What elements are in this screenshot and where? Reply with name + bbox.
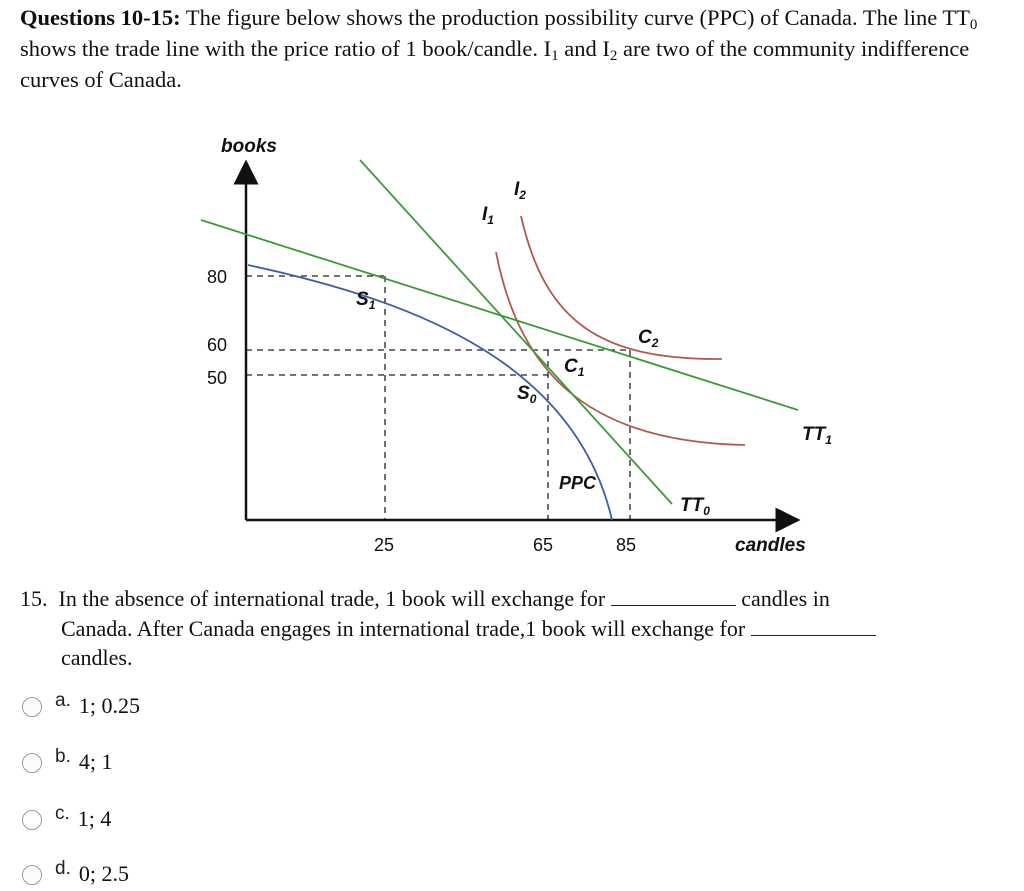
question-line bbox=[20, 643, 1010, 673]
ppc-curve bbox=[248, 265, 612, 520]
ppc-figure bbox=[0, 100, 1024, 570]
option-c[interactable] bbox=[22, 803, 111, 835]
trade-line-tt0 bbox=[360, 160, 672, 504]
label-s1: $S_1$ bbox=[356, 289, 376, 312]
radio-button-d[interactable] bbox=[22, 865, 42, 885]
indifference-curve-i2 bbox=[521, 216, 722, 359]
y-tick-60: 60 bbox=[207, 335, 228, 355]
label-tt0: $TT_0$ bbox=[680, 495, 710, 518]
intro-sub: 1 bbox=[551, 48, 559, 64]
question-line bbox=[20, 584, 1010, 614]
label-i2: $I_2$ bbox=[514, 179, 526, 202]
question-text: In the absence of international trade, 1 book will exchange for bbox=[58, 586, 606, 611]
option-letter: b. bbox=[55, 746, 71, 767]
x-tick-65: 65 bbox=[533, 535, 554, 555]
intro-heading: Questions 10-15: bbox=[20, 5, 181, 30]
x-tick-85: 85 bbox=[616, 535, 637, 555]
intro-text: and I bbox=[564, 36, 610, 61]
indifference-curve-i1 bbox=[496, 252, 745, 445]
intro-sub: 2 bbox=[609, 48, 618, 64]
y-tick-80: 80 bbox=[207, 267, 228, 287]
option-text: 1; 4 bbox=[77, 806, 112, 831]
label-c1: $C_1$ bbox=[564, 356, 585, 379]
option-text: 1; 0.25 bbox=[78, 693, 140, 718]
radio-button-c[interactable] bbox=[22, 810, 42, 830]
y-tick-50: 50 bbox=[207, 368, 228, 388]
label-s0: $S_0$ bbox=[517, 383, 537, 406]
x-tick-25: 25 bbox=[374, 535, 395, 555]
x-axis-label: candles bbox=[735, 535, 806, 556]
trade-line-tt1 bbox=[201, 220, 798, 410]
y-axis-label: books bbox=[221, 136, 277, 157]
question-number: 15. bbox=[20, 586, 48, 611]
option-text: 0; 2.5 bbox=[78, 861, 129, 886]
option-d[interactable] bbox=[22, 858, 129, 890]
radio-button-a[interactable] bbox=[22, 697, 42, 717]
label-tt1: $TT_1$ bbox=[802, 424, 832, 447]
option-letter: a. bbox=[55, 690, 71, 711]
option-letter: c. bbox=[55, 803, 70, 824]
option-letter: d. bbox=[55, 858, 71, 879]
question-15 bbox=[20, 584, 1010, 673]
label-c2: $C_2$ bbox=[638, 327, 659, 350]
intro-text: shows the trade line with the price ratio of 1 book/candle. I bbox=[20, 36, 552, 61]
answer-blank-2 bbox=[751, 617, 876, 636]
label-ppc: PPC bbox=[559, 473, 597, 493]
radio-button-b[interactable] bbox=[22, 753, 42, 773]
question-line bbox=[20, 614, 1010, 644]
question-intro bbox=[20, 2, 1015, 95]
label-i1: $I_1$ bbox=[482, 204, 494, 227]
answer-blank-1 bbox=[611, 587, 736, 606]
question-text: candles. bbox=[61, 645, 133, 670]
option-text: 4; 1 bbox=[78, 749, 113, 774]
question-text: candles in bbox=[741, 586, 830, 611]
question-text: Canada. After Canada engages in international trade,1 book will exchange for bbox=[61, 615, 746, 641]
intro-text: The figure below shows the production possibility curve (PPC) of Canada. The line TT bbox=[185, 5, 970, 30]
intro-sub: 0 bbox=[969, 17, 978, 33]
option-b[interactable] bbox=[22, 746, 112, 778]
option-a[interactable] bbox=[22, 690, 140, 722]
intro-text: are two of the community indifference curves of Canada. bbox=[20, 36, 970, 92]
